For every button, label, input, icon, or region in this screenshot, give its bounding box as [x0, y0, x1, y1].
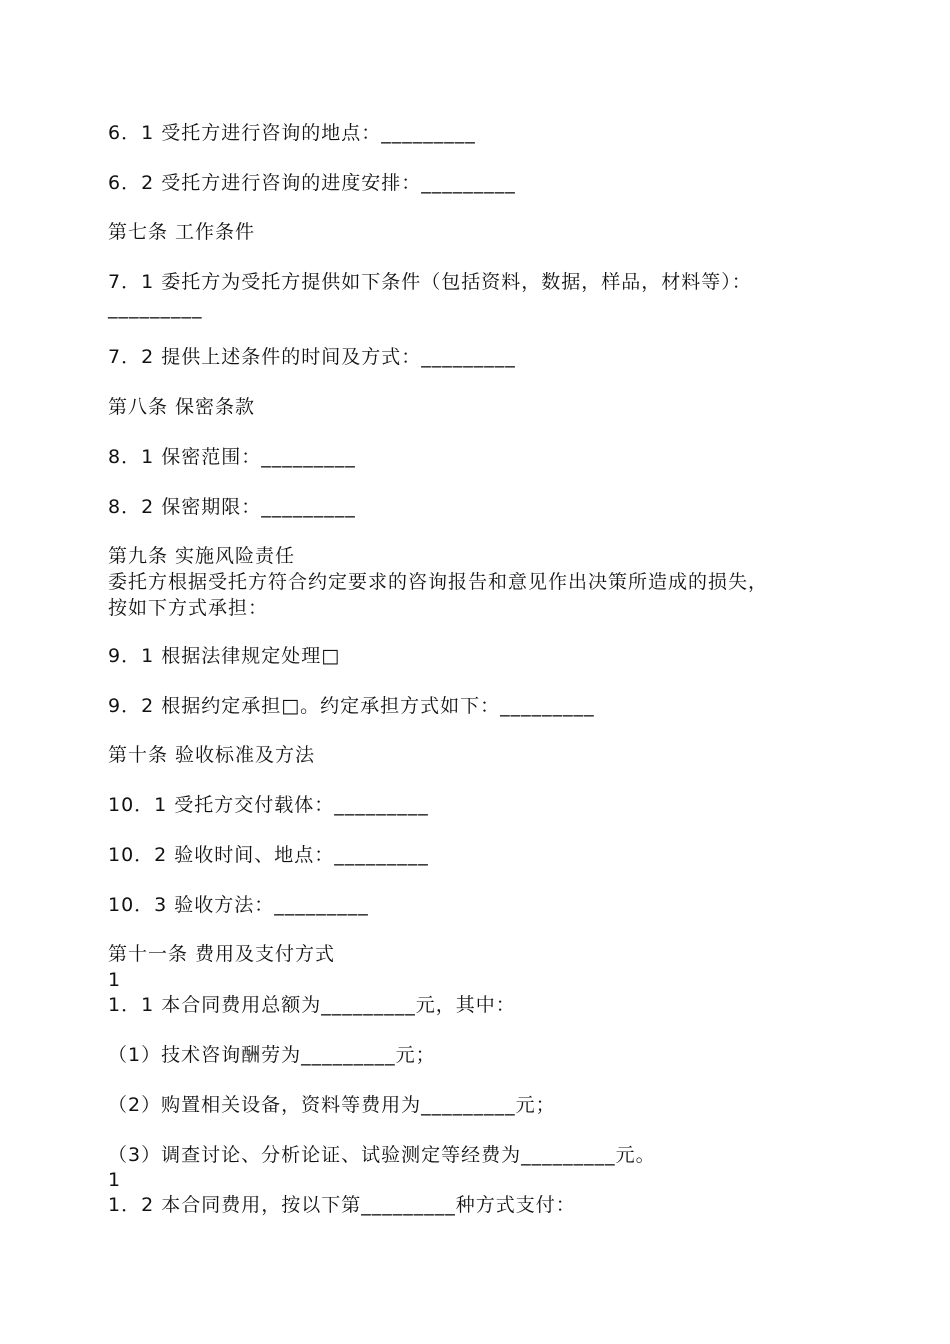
clause-8-1: 8．1 保密范围：_________ [108, 446, 356, 468]
page-number-fragment-1: 1 [108, 969, 122, 991]
article-7-heading: 第七条 工作条件 [108, 221, 256, 243]
clause-7-2: 7．2 提供上述条件的时间及方式：_________ [108, 346, 516, 368]
article-9-text-1: 委托方根据受托方符合约定要求的咨询报告和意见作出决策所造成的损失， [108, 571, 769, 593]
page-number-fragment-2: 1 [108, 1169, 122, 1191]
article-9-text-2: 按如下方式承担： [108, 597, 269, 619]
clause-10-3: 10．3 验收方法：_________ [108, 894, 369, 916]
article-9-heading: 第九条 实施风险责任 [108, 545, 296, 567]
clause-9-1: 9．1 根据法律规定处理□ [108, 645, 341, 667]
clause-7-1-blank: _________ [108, 297, 203, 319]
clause-7-1: 7．1 委托方为受托方提供如下条件（包括资料，数据，样品，材料等）： [108, 271, 752, 293]
clause-11-2: 1．2 本合同费用，按以下第_________种方式支付： [108, 1194, 576, 1216]
clause-8-2: 8．2 保密期限：_________ [108, 496, 356, 518]
fee-item-3: （3）调查讨论、分析论证、试验测定等经费为_________元。 [108, 1144, 656, 1166]
fee-item-2: （2）购置相关设备，资料等费用为_________元； [108, 1094, 556, 1116]
fee-item-1: （1）技术咨询酬劳为_________元； [108, 1044, 436, 1066]
clause-11-1: 1．1 本合同费用总额为_________元，其中： [108, 994, 516, 1016]
clause-6-1: 6．1 受托方进行咨询的地点：_________ [108, 122, 476, 144]
clause-9-2: 9．2 根据约定承担□。约定承担方式如下：_________ [108, 695, 595, 717]
clause-10-1: 10．1 受托方交付载体：_________ [108, 794, 429, 816]
clause-6-2: 6．2 受托方进行咨询的进度安排：_________ [108, 172, 516, 194]
article-10-heading: 第十条 验收标准及方法 [108, 744, 316, 766]
clause-10-2: 10．2 验收时间、地点：_________ [108, 844, 429, 866]
article-8-heading: 第八条 保密条款 [108, 396, 256, 418]
article-11-heading: 第十一条 费用及支付方式 [108, 943, 336, 965]
